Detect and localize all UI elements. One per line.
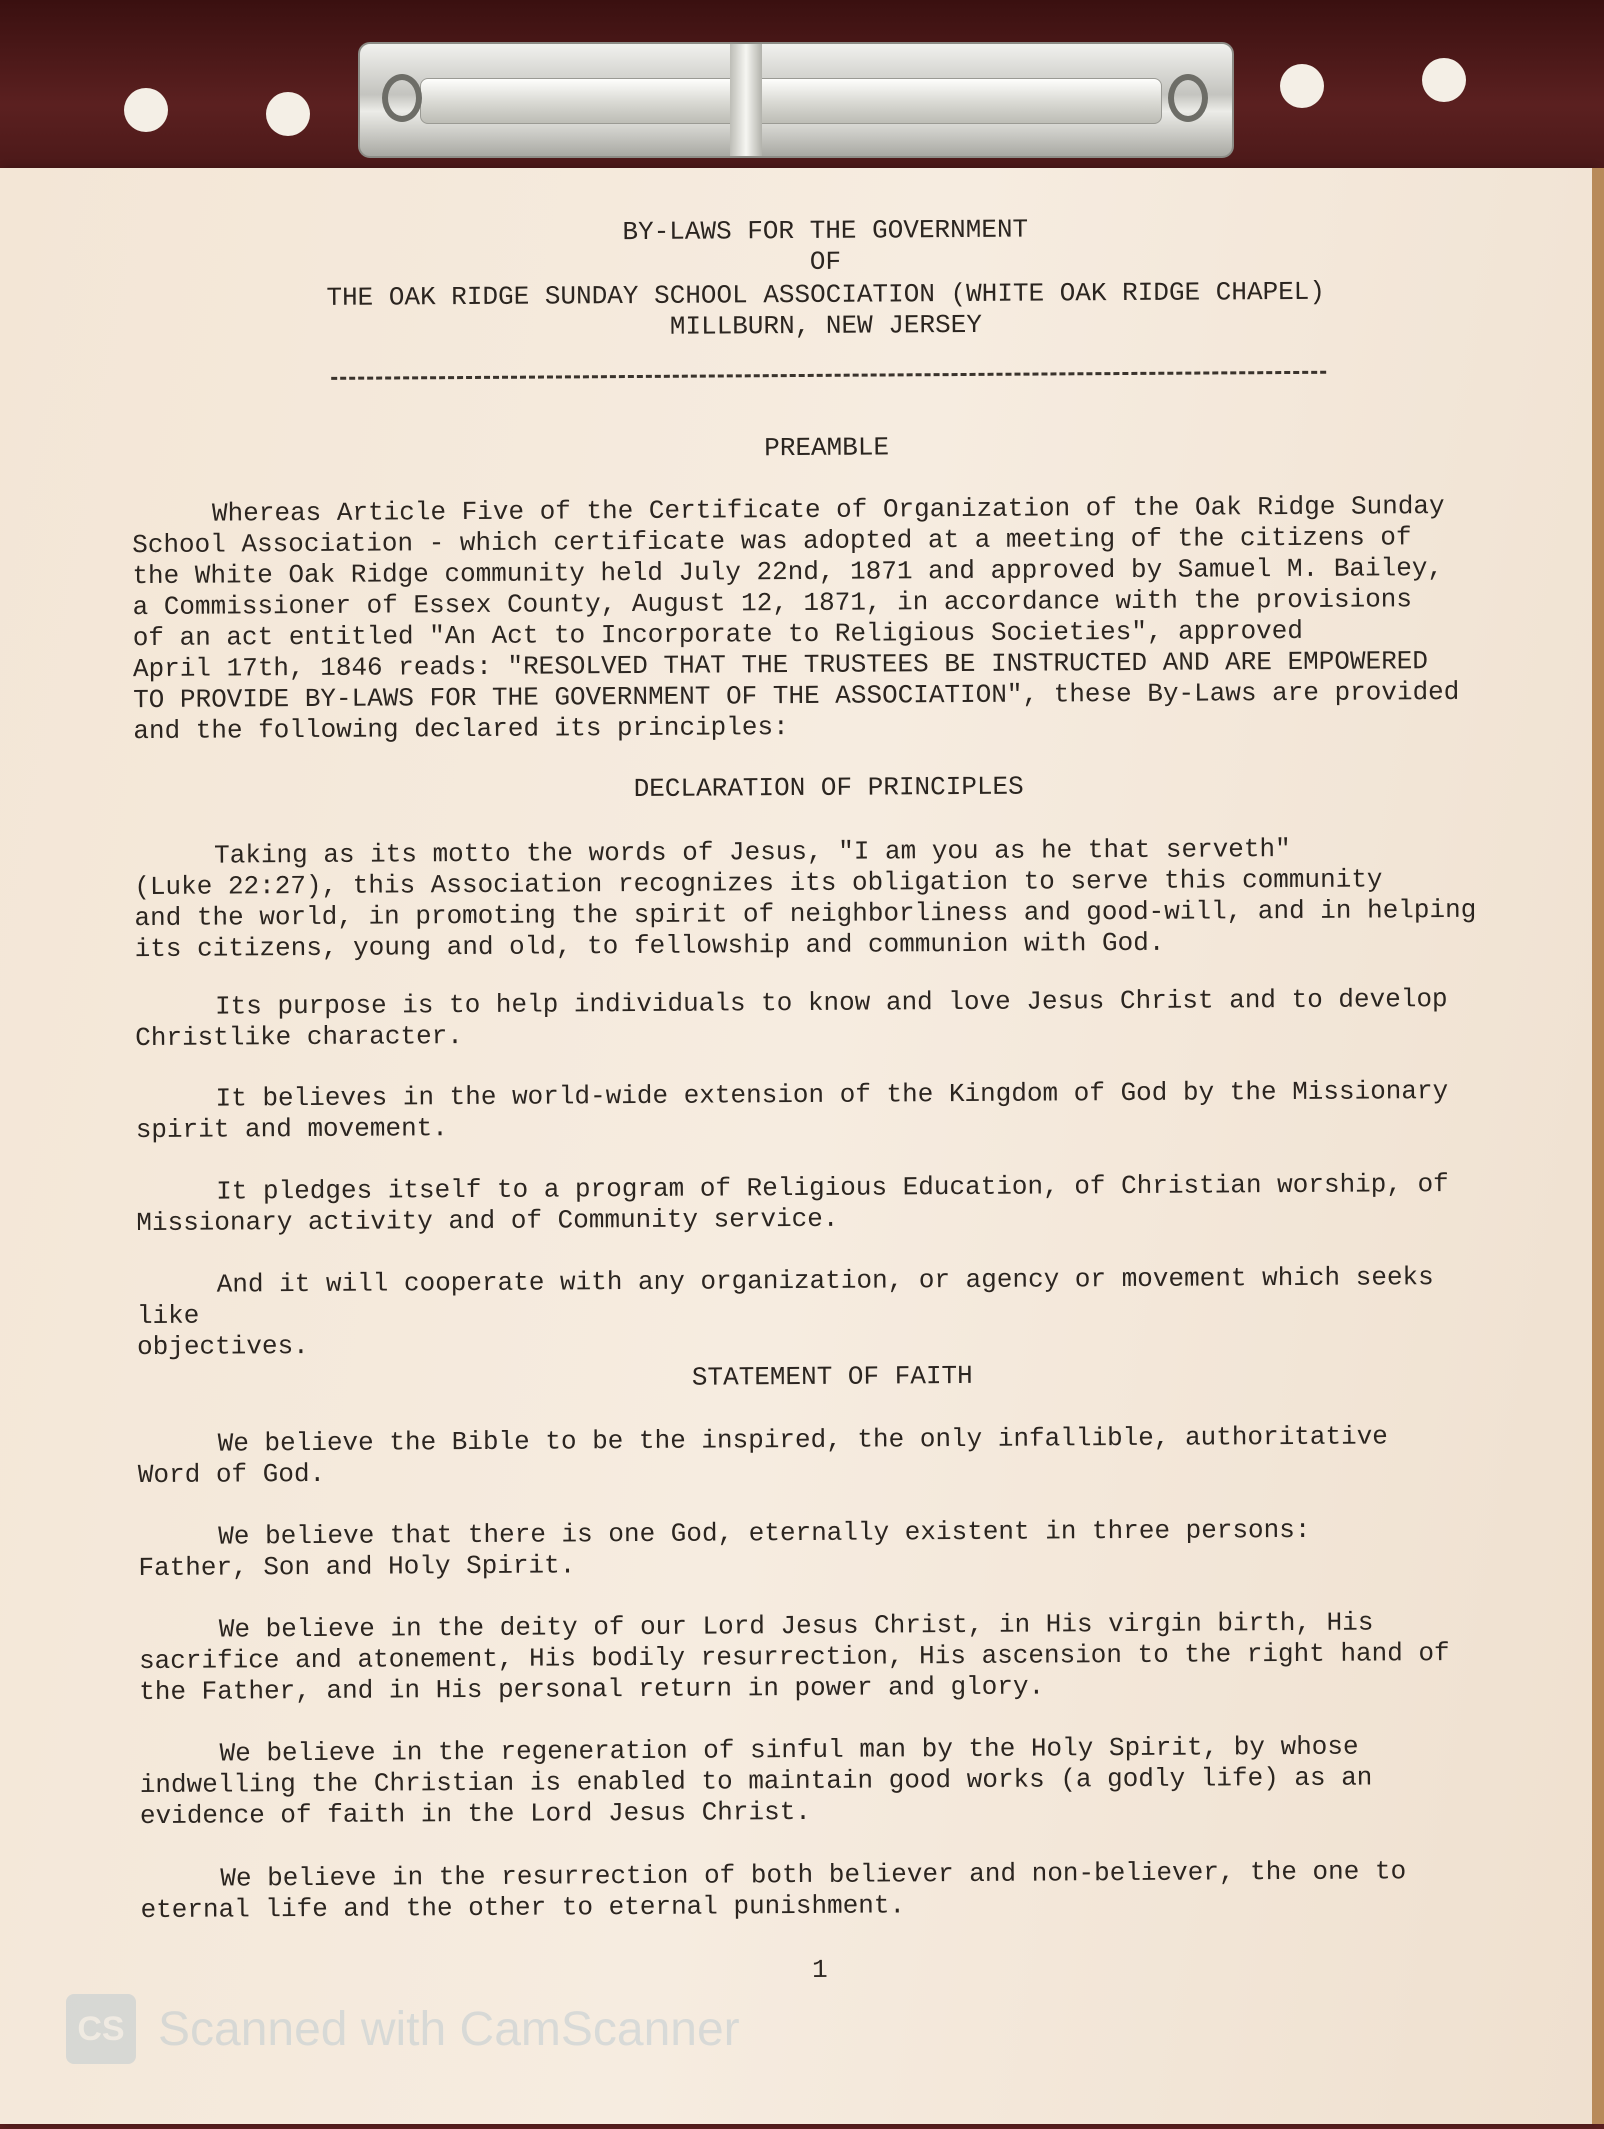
preamble-heading: PREAMBLE xyxy=(764,432,890,464)
title-line-4: MILLBURN, NEW JERSEY xyxy=(669,309,983,342)
title-line-3: THE OAK RIDGE SUNDAY SCHOOL ASSOCIATION (WHITE OAK RIDGE CHAPEL) xyxy=(326,276,1326,313)
faith-paragraph: We believe the Bible to be the inspired, the only infallible, authoritative Word of God. xyxy=(137,1421,1388,1491)
faith-paragraph: We believe in the deity of our Lord Jesus Christ, in His virgin birth, His sacrifice and atonement, His bodily resurrection, His ascension to the right hand of the Father, and in His personal return in power and glory. xyxy=(138,1607,1450,1708)
preamble-text: Whereas Article Five of the Certificate of Organization of the Oak Ridge Sunday School Association - which certificate was adopted at a meeting of the citizens of the White Oak Ridge community held July 22nd, 1871 and approved by Samuel M. Bailey, a Commissioner of Essex County, August 12, 1871, in accordance with the provisions of an act entitled "An Act to Incorporate to Religious Societies", approved April 17th, 1846 reads: "RESOLVED THAT THE TRUSTEES BE INSTRUCTED AND ARE EMPOWERED TO PROVIDE BY-LAWS FOR THE GOVERNMENT OF THE ASSOCIATION", these By-Laws are provided and the following declared its principles: xyxy=(132,491,1460,747)
page-number: 1 xyxy=(812,1954,828,1985)
principles-paragraph: It pledges itself to a program of Religious Education, of Christian worship, of Missionary activity and of Community service. xyxy=(136,1169,1449,1239)
title-line-2: OF xyxy=(809,246,842,277)
camscanner-logo-icon: CS xyxy=(66,1994,136,2064)
watermark-text: Scanned with CamScanner xyxy=(158,2003,740,2056)
faith-paragraph: We believe in the regeneration of sinful man by the Holy Spirit, by whose indwelling the Christian is enabled to maintain good works (a godly life) as an evidence of faith in the Lord Jesus Christ. xyxy=(139,1731,1373,1832)
dashed-divider xyxy=(331,371,1326,380)
principles-paragraph: And it will cooperate with any organization, or agency or movement which seeks like objectives. xyxy=(136,1262,1434,1363)
principles-heading: DECLARATION OF PRINCIPLES xyxy=(633,771,1024,805)
principles-paragraph: It believes in the world-wide extension of the Kingdom of God by the Missionary spirit and movement. xyxy=(135,1076,1449,1146)
principles-paragraph: Taking as its motto the words of Jesus, "I am you as he that serveth" (Luke 22:27), this Association recognizes its obligation to serve this community and the world, in promoting the spirit of neighborliness and good-will, and in helping its citizens, young and old, to fellowship and communion with God. xyxy=(134,834,1477,965)
faith-paragraph: We believe in the resurrection of both believer and non-believer, the one to eternal life and the other to eternal punishment. xyxy=(140,1856,1407,1926)
faith-heading: STATEMENT OF FAITH xyxy=(691,1360,973,1393)
principles-paragraph: Its purpose is to help individuals to know and love Jesus Christ and to develop Christlike character. xyxy=(135,984,1448,1054)
faith-paragraph: We believe that there is one God, eternally existent in three persons: Father, Son and Holy Spirit. xyxy=(138,1514,1311,1584)
scanner-watermark xyxy=(66,1994,846,2070)
title-line-1: BY-LAWS FOR THE GOVERNMENT xyxy=(622,214,1029,248)
